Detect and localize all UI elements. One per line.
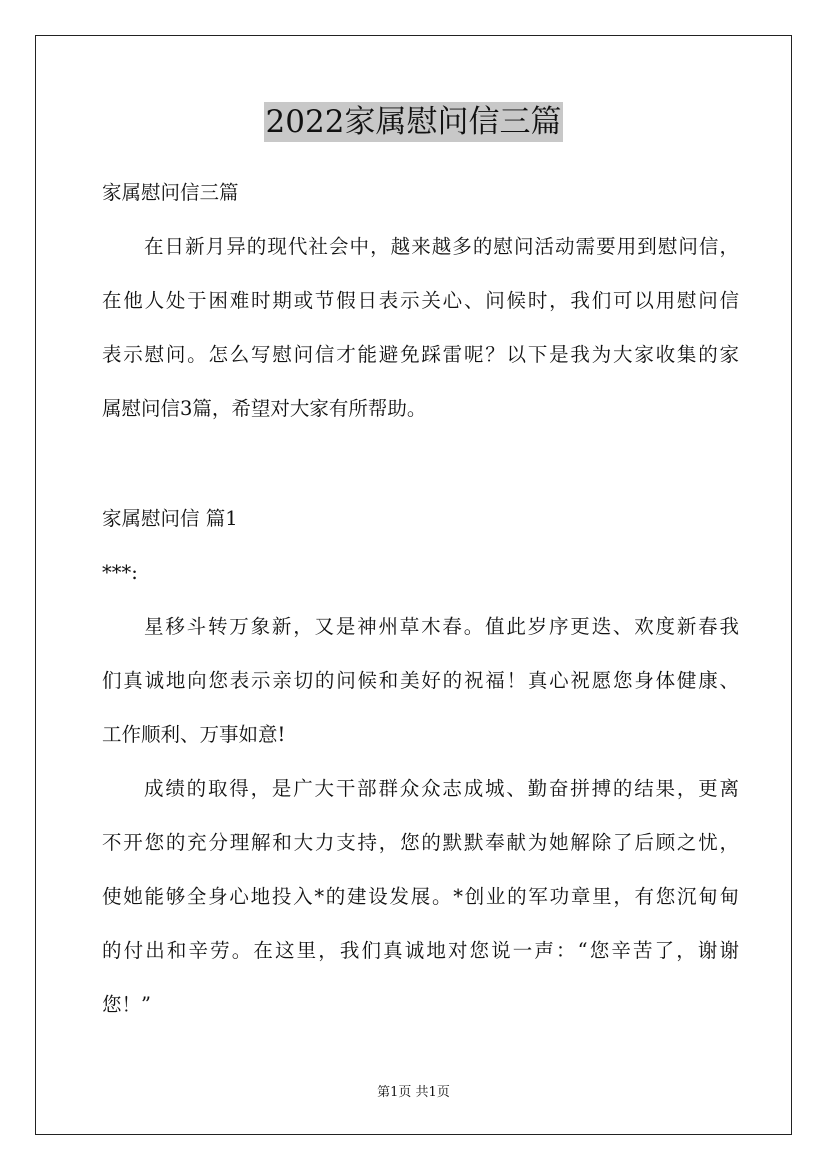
paragraph-line: 您！” bbox=[102, 993, 151, 1016]
paragraph-line: 们真诚地向您表示亲切的问候和美好的祝福！真心祝愿您身体健康、 bbox=[102, 669, 739, 692]
paragraph-line: 不开您的充分理解和大力支持，您的默默奉献为她解除了后顾之忧， bbox=[102, 831, 739, 854]
paragraph-line: 在他人处于困难时期或节假日表示关心、问候时，我们可以用慰问信 bbox=[102, 289, 739, 312]
salutation: ***: bbox=[102, 561, 138, 584]
page-footer: 第1页 共1页 bbox=[377, 1085, 450, 1100]
paragraph-line: 的付出和辛劳。在这里，我们真诚地对您说一声：“您辛苦了，谢谢 bbox=[102, 939, 739, 962]
paragraph-line: 星移斗转万象新，又是神州草木春。值此岁序更迭、欢度新春我 bbox=[144, 615, 739, 638]
paragraph-line: 成绩的取得，是广大干部群众众志成城、勤奋拼搏的结果，更离 bbox=[144, 777, 739, 800]
paragraph-line: 使她能够全身心地投入*的建设发展。*创业的军功章里，有您沉甸甸 bbox=[102, 885, 739, 908]
paragraph-line: 表示慰问。怎么写慰问信才能避免踩雷呢？以下是我为大家收集的家 bbox=[102, 343, 739, 366]
paragraph-line: 在日新月异的现代社会中，越来越多的慰问活动需要用到慰问信， bbox=[144, 235, 739, 258]
section-heading: 家属慰问信 篇1 bbox=[102, 507, 238, 530]
paragraph-line: 属慰问信3篇，希望对大家有所帮助。 bbox=[102, 397, 427, 420]
subtitle: 家属慰问信三篇 bbox=[102, 181, 239, 204]
title-container bbox=[0, 102, 827, 142]
paragraph-line: 工作顺利、万事如意! bbox=[102, 723, 286, 746]
document-title: 2022家属慰问信三篇 bbox=[265, 104, 562, 140]
